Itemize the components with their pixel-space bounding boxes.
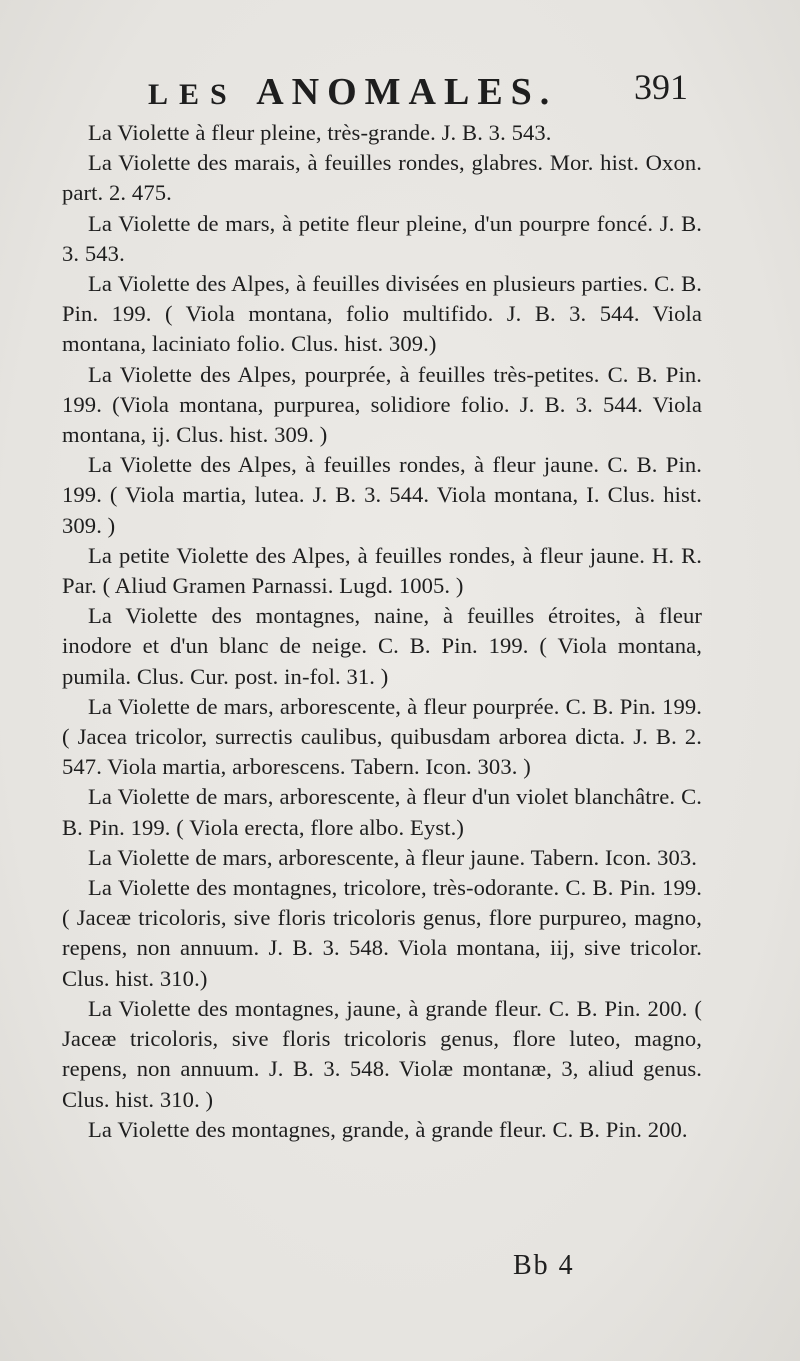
entry: La Violette des Alpes, à feuilles divisées en plusieurs parties. C. B. Pin. 199. ( Viola montana, folio multifido. J. B. 3. 544. Viola montana, laciniato folio. Clus. hist. 309.) (62, 271, 702, 357)
entry: La Violette des montagnes, tricolore, très-odorante. C. B. Pin. 199. ( Jaceæ tricoloris, sive floris tricoloris genus, flore purpureo, magno, repens, non annuum. J. B. 3. 548. Viola montana, iij, sive tricolor. Clus. hist. 310.) (62, 875, 702, 991)
entry: La Violette à fleur pleine, très-grande. J. B. 3. 543. (88, 120, 552, 145)
page-number: 391 (634, 67, 688, 107)
entry: La Violette de mars, arborescente, à fleur d'un violet blanchâtre. C. B. Pin. 199. ( Viola erecta, flore albo. Eyst.) (62, 784, 702, 840)
signature-mark: Bb 4 (513, 1250, 575, 1281)
entry: La Violette des montagnes, jaune, à grande fleur. C. B. Pin. 200. ( Jaceæ tricoloris, sive floris tricoloris genus, flore luteo, magno, repens, non annuum. J. B. 3. 548. Violæ montanæ, 3, aliud genus. Clus. hist. 310. ) (62, 995, 702, 1112)
entry: La Violette des montagnes, naine, à feuilles étroites, à fleur inodore et d'un blanc de neige. C. B. Pin. 199. ( Viola montana, pumila. Clus. Cur. post. in-fol. 31. ) (62, 603, 702, 689)
entry: La Violette de mars, à petite fleur pleine, d'un pourpre foncé. J. B. 3. 543. (62, 210, 702, 266)
entry: La Violette des marais, à feuilles rondes, glabres. Mor. hist. Oxon. part. 2. 475. (62, 150, 702, 206)
running-title-main: ANOMALES. (256, 71, 558, 113)
entry: La Violette des Alpes, à feuilles rondes, à fleur jaune. C. B. Pin. 199. ( Viola martia, lutea. J. B. 3. 544. Viola montana, I. Clus. hist. 309. ) (62, 452, 702, 538)
entry: La petite Violette des Alpes, à feuilles rondes, à fleur jaune. H. R. Par. ( Aliud Gramen Parnassi. Lugd. 1005. ) (62, 542, 702, 599)
running-title (148, 70, 557, 114)
entry: La Violette de mars, arborescente, à fleur pourprée. C. B. Pin. 199. ( Jacea tricolor, surrectis caulibus, quibusdam arborea dicta. J. B. 2. 547. Viola martia, arborescens. Tabern. Icon. 303. ) (62, 693, 702, 780)
page-header (0, 64, 800, 120)
body-text (62, 118, 702, 1145)
entry: La Violette des montagnes, grande, à grande fleur. C. B. Pin. 200. (88, 1116, 688, 1142)
running-title-prefix: LES (148, 78, 257, 111)
entry: La Violette de mars, arborescente, à fleur jaune. Tabern. Icon. 303. (88, 844, 698, 870)
entry: La Violette des Alpes, pourprée, à feuilles très-petites. C. B. Pin. 199. (Viola montana, purpurea, solidiore folio. J. B. 3. 544. Viola montana, ij. Clus. hist. 309. ) (62, 361, 702, 448)
